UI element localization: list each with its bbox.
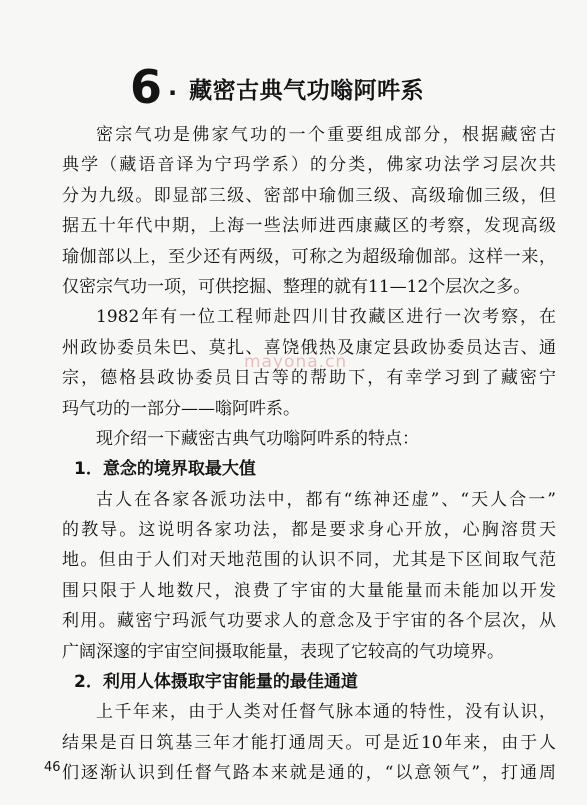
chapter-dot: ·: [168, 79, 178, 107]
section-heading-1: 1．意念的境界取最大值: [74, 459, 256, 480]
paragraph-line: 典学（藏语音译为宁玛学系）的分类，佛家功法学习层次共: [62, 155, 556, 176]
section-line: 广阔深邃的宇宙空间摄取能量，表现了它较高的气功境界。: [62, 641, 504, 662]
watermark-text: mayona.cn: [244, 352, 348, 372]
paragraph-line: 密宗气功是佛家气功的一个重要组成部分，根据藏密古: [96, 125, 556, 145]
paragraph-line: 仅密宗气功一项，可供挖掘、整理的就有11—12个层次之多。: [62, 276, 531, 297]
paragraph-line: 瑜伽部以上，至少还有两级，可称之为超级瑜伽部。这样一来，: [62, 246, 556, 267]
section-line: 地。但由于人们对天地范围的认识不同，尤其是下区间取气范: [62, 550, 556, 571]
section-line: 们逐渐认识到任督气路本来就是通的，“以意领气”，打通周: [62, 763, 556, 784]
section-line: 古人在各家各派功法中，都有“练神还虚”、“天人合一”: [96, 489, 556, 510]
paragraph-line: 玛气功的一部分——嗡阿吽系。: [62, 398, 300, 419]
section-line: 的教导。这说明各家功法，都是要求身心开放，心胸溶贯天: [62, 520, 556, 541]
paragraph-line: 分为九级。即显部三级、密部中瑜伽三级、高级瑜伽三级，但: [62, 185, 556, 206]
paragraph-line: 宗，德格县政协委员日古等的帮助下，有幸学习到了藏密宁: [62, 368, 556, 389]
paragraph-line: 1982年有一位工程师赴四川甘孜藏区进行一次考察，在: [96, 307, 556, 328]
section-line: 上千年来，由于人类对任督气脉本通的特性，没有认识，: [96, 702, 556, 723]
chapter-title: 藏密古典气功嗡阿吽系: [189, 78, 425, 104]
body-text: [62, 120, 556, 789]
paragraph-line: 现介绍一下藏密古典气功嗡阿吽系的特点：: [96, 428, 419, 449]
page-number: 46: [44, 760, 61, 775]
chapter-number: 6: [130, 60, 163, 114]
paragraph-line: 州政协委员朱巴、莫扎、喜饶俄热及康定县政协委员达吉、通: [62, 337, 556, 358]
section-line: 围只限于人地数尺，浪费了宇宙的大量能量而未能加以开发: [62, 580, 556, 601]
paragraph-line: 据五十年代中期，上海一些法师进西康藏区的考察，发现高级: [62, 216, 556, 237]
chapter-title-row: [130, 58, 425, 114]
section-line: 利用。藏密宁玛派气功要求人的意念及于宇宙的各个层次，从: [62, 611, 556, 632]
section-heading-2: 2．利用人体摄取宇宙能量的最佳通道: [74, 672, 358, 693]
section-line: 结果是百日筑基三年才能打通周天。可是近10年来，由于人: [62, 732, 556, 753]
